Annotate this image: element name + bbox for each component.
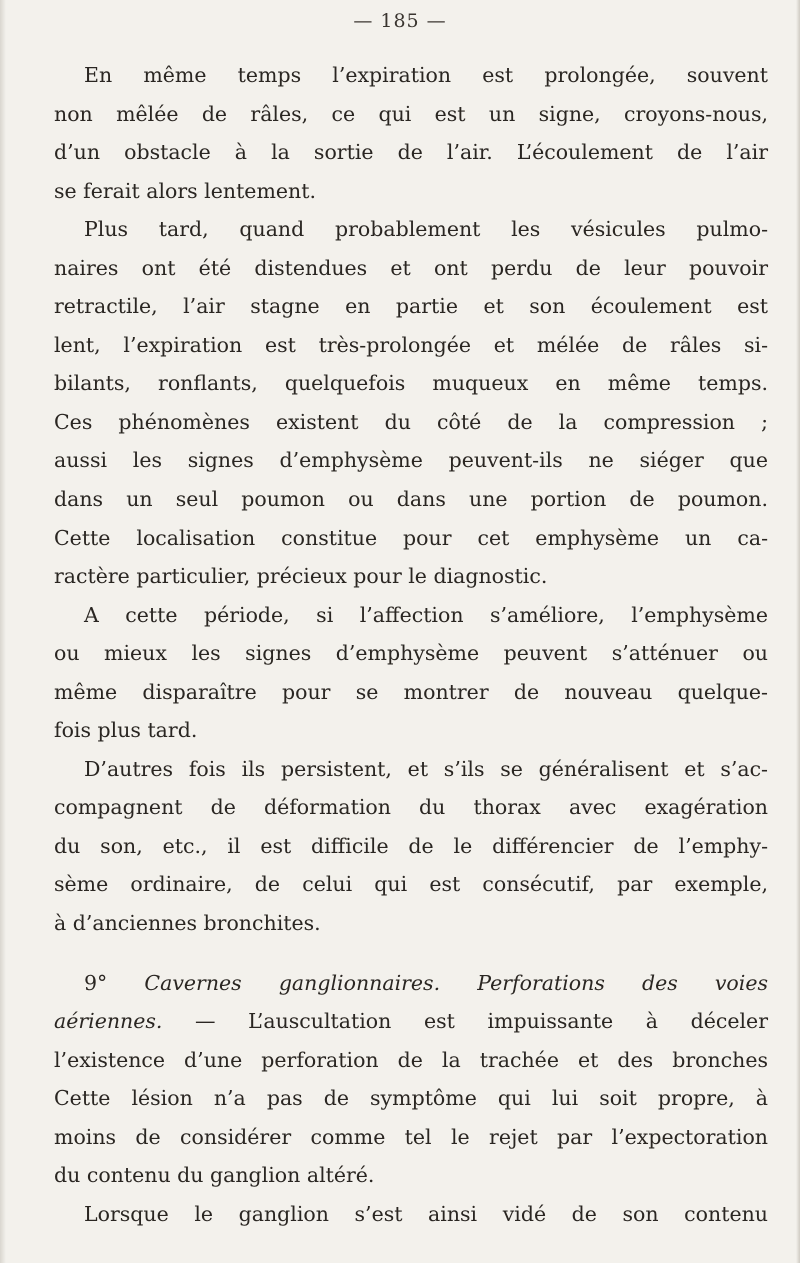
page-edge-left xyxy=(0,0,6,1263)
text-line: Plus tard, quand probablement les vésicules pulmo- xyxy=(84,217,768,242)
text-line: Cette lésion n’a pas de symptôme qui lui soit propre, à xyxy=(54,1086,768,1111)
text-line: ractère particulier, précieux pour le diagnostic. xyxy=(54,564,548,589)
page-number: — 185 — xyxy=(353,10,447,32)
section-gap xyxy=(54,943,768,964)
text-line: aussi les signes d’emphysème peuvent-ils ne siéger que xyxy=(54,448,768,473)
text-line: fois plus tard. xyxy=(54,718,198,743)
text-line: naires ont été distendues et ont perdu de leur pouvoir xyxy=(54,255,768,280)
paragraph-ganglion xyxy=(54,1195,768,1234)
text-line: moins de considérer comme tel le rejet par l’expectoration xyxy=(54,1124,768,1149)
text-line: bilants, ronflants, quelquefois muqueux en même temps. xyxy=(54,371,768,396)
text-line: sème ordinaire, de celui qui est consécutif, par exemple, xyxy=(54,872,768,897)
text-line: Lorsque le ganglion s’est ainsi vidé de son contenu xyxy=(84,1201,768,1226)
text-line: dans un seul poumon ou dans une portion de poumon. xyxy=(54,487,768,512)
text-line: lent, l’expiration est très-prolongée et mélée de râles si- xyxy=(54,332,768,357)
text-line: l’existence d’une perforation de la trachée et des bronches xyxy=(54,1047,768,1072)
section-title-caverns: Cavernes ganglionnaires. xyxy=(144,970,441,995)
section-heading-line xyxy=(54,964,768,1003)
paragraph-expiration xyxy=(54,56,768,210)
section-number: 9° xyxy=(84,970,108,995)
text-line: même disparaître pour se montrer de nouveau quelque- xyxy=(54,679,768,704)
text-line: du contenu du ganglion altéré. xyxy=(54,1163,375,1188)
section-first-line-rest: — L’auscultation est impuissante à déceler xyxy=(162,1009,768,1034)
paragraph-persistence xyxy=(54,750,768,943)
page-edge-right xyxy=(796,0,800,1263)
paragraph-later-stage xyxy=(54,210,768,595)
text-line: du son, etc., il est difficile de le différencier de l’emphy- xyxy=(54,833,768,858)
paragraph-improvement xyxy=(54,596,768,750)
text-line: En même temps l’expiration est prolongée, souvent xyxy=(84,63,768,87)
text-line: non mêlée de râles, ce qui est un signe, croyons-nous, xyxy=(54,101,768,126)
text-line: Ces phénomènes existent du côté de la compression ; xyxy=(54,409,768,434)
section-9 xyxy=(54,964,768,1195)
section-title-perforations: Perforations des voies xyxy=(477,970,768,995)
text-line: à d’anciennes bronchites. xyxy=(54,911,321,936)
text-line: se ferait alors lentement. xyxy=(54,178,316,203)
text-line: A cette période, si l’affection s’améliore, l’emphysème xyxy=(84,602,768,627)
text-line: ou mieux les signes d’emphysème peuvent s’atténuer ou xyxy=(54,641,768,666)
body-text xyxy=(54,56,768,1233)
text-line: Cette localisation constitue pour cet emphysème un ca- xyxy=(54,525,768,550)
text-line: D’autres fois ils persistent, et s’ils se généralisent et s’ac- xyxy=(84,756,768,781)
section-heading-line xyxy=(54,1002,768,1041)
text-line: d’un obstacle à la sortie de l’air. L’écoulement de l’air xyxy=(54,140,768,165)
section-title-airways: aériennes. xyxy=(54,1009,163,1034)
text-line: compagnent de déformation du thorax avec exagération xyxy=(54,795,768,820)
text-line: retractile, l’air stagne en partie et son écoulement est xyxy=(54,294,768,319)
